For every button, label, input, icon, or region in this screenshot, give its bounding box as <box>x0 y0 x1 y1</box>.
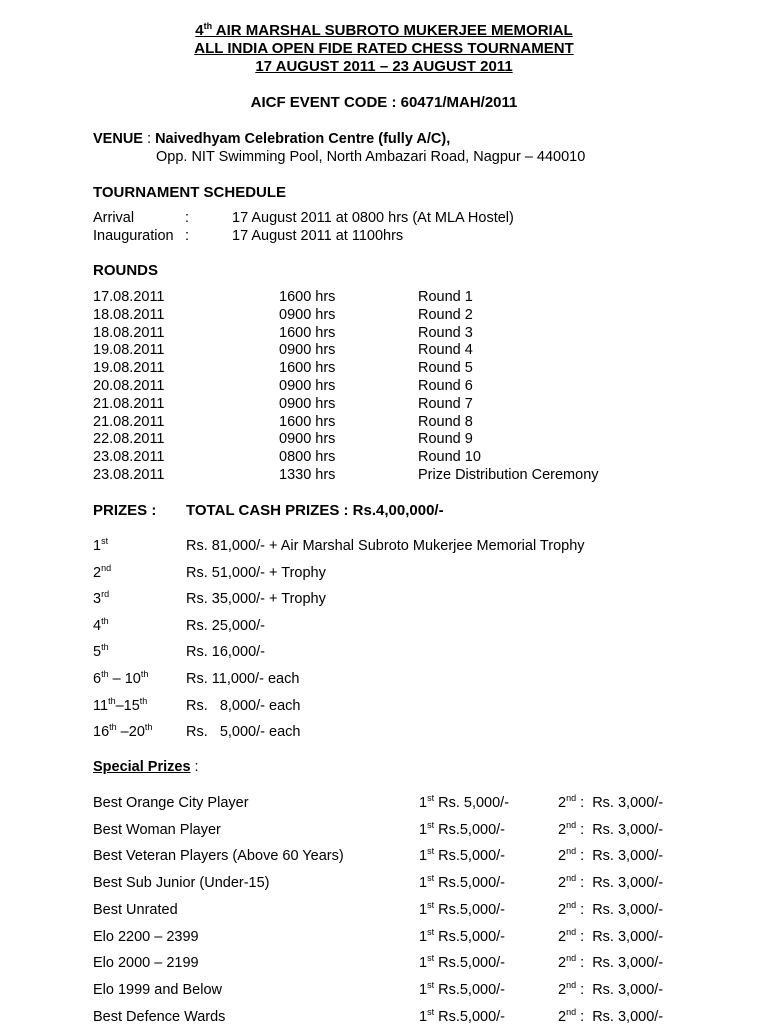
round-row <box>93 377 473 395</box>
round-time: 0900 hrs <box>279 378 336 394</box>
special-second-prize: 2nd : Rs. 3,000/- <box>558 846 664 865</box>
special-prize-row <box>93 874 663 892</box>
prize-row <box>93 643 265 661</box>
round-date: 17.08.2011 <box>93 289 165 305</box>
prize-amount: Rs. 81,000/- + Air Marshal Subroto Mukerjee Memorial Trophy <box>186 538 585 554</box>
prize-row <box>93 670 299 688</box>
round-event: Round 1 <box>418 289 473 305</box>
venue-address: Opp. NIT Swimming Pool, North Ambazari Road, Nagpur – 440010 <box>156 149 586 165</box>
prize-amount: Rs. 25,000/- <box>186 617 265 634</box>
prize-position: 6th – 10th <box>93 669 149 687</box>
round-event: Round 4 <box>418 342 473 359</box>
round-date: 23.08.2011 <box>93 467 165 483</box>
special-first-prize: 1st Rs.5,000/- <box>419 819 506 838</box>
schedule-row <box>93 209 514 227</box>
schedule-separator: : <box>185 210 190 226</box>
venue-block: VENUE : Naivedhyam Celebration Centre (fully A/C), Opp. NIT Swimming Pool, North Ambazari Road, Nagpur – 440010 <box>93 131 586 165</box>
special-second-prize: 2nd : Rs. 3,000/- <box>558 793 664 811</box>
round-time: 1600 hrs <box>279 289 336 305</box>
special-first-prize: 1st Rs.5,000/- <box>419 926 506 945</box>
prize-row <box>93 723 300 741</box>
special-prize-row <box>93 928 663 946</box>
title-line-2: ALL INDIA OPEN FIDE RATED CHESS TOURNAMENT <box>194 40 574 57</box>
special-prizes-heading: Special Prizes : <box>93 759 199 775</box>
venue-label: VENUE <box>93 131 143 147</box>
prizes-heading: PRIZES : TOTAL CASH PRIZES : Rs.4,00,000/- <box>93 502 444 519</box>
round-time: 1330 hrs <box>279 467 336 483</box>
special-prize-row <box>93 954 663 972</box>
prize-position: 1st <box>93 536 109 554</box>
schedule-row <box>93 227 403 245</box>
round-date: 19.08.2011 <box>93 342 165 359</box>
round-date: 22.08.2011 <box>93 431 165 448</box>
special-category: Best Unrated <box>93 901 178 918</box>
round-event: Round 8 <box>418 413 473 430</box>
special-second-prize: 2nd : Rs. 3,000/- <box>558 953 664 972</box>
round-event: Round 7 <box>418 395 473 412</box>
special-prize-row <box>93 901 663 919</box>
round-time: 0800 hrs <box>279 449 336 466</box>
round-event: Round 2 <box>418 306 473 323</box>
special-second-prize: 2nd : Rs. 3,000/- <box>558 899 664 918</box>
special-first-prize: 1st Rs. 5,000/- <box>419 793 510 811</box>
round-row <box>93 324 473 342</box>
round-row <box>93 395 473 413</box>
special-category: Best Veteran Players (Above 60 Years) <box>93 848 344 865</box>
round-date: 23.08.2011 <box>93 449 165 466</box>
special-category: Best Orange City Player <box>93 795 249 811</box>
venue-name: Naivedhyam Celebration Centre (fully A/C), <box>155 131 451 147</box>
round-row <box>93 288 473 306</box>
special-prize-row <box>93 1008 663 1026</box>
prize-position: 5th <box>93 642 109 661</box>
round-row <box>93 413 473 431</box>
special-category: Elo 2000 – 2199 <box>93 955 199 972</box>
round-row <box>93 306 473 324</box>
special-second-prize: 2nd : Rs. 3,000/- <box>558 873 664 892</box>
round-row <box>93 430 473 448</box>
prize-row <box>93 617 265 635</box>
schedule-value: 17 August 2011 at 1100hrs <box>232 228 404 244</box>
schedule-value: 17 August 2011 at 0800 hrs (At MLA Hostel) <box>232 210 514 226</box>
round-date: 18.08.2011 <box>93 306 165 323</box>
round-date: 19.08.2011 <box>93 360 165 377</box>
special-first-prize: 1st Rs.5,000/- <box>419 1006 506 1025</box>
title-line-3: 17 AUGUST 2011 – 23 AUGUST 2011 <box>255 58 513 75</box>
document-title <box>0 22 768 76</box>
round-row <box>93 359 473 377</box>
prize-position: 2nd <box>93 562 112 581</box>
round-time: 1600 hrs <box>279 360 336 377</box>
special-category: Best Sub Junior (Under-15) <box>93 875 270 892</box>
round-time: 0900 hrs <box>279 431 336 448</box>
special-first-prize: 1st Rs.5,000/- <box>419 980 506 998</box>
special-first-prize: 1st Rs.5,000/- <box>419 873 506 892</box>
special-category: Elo 2200 – 2399 <box>93 928 199 945</box>
round-event: Round 6 <box>418 378 473 394</box>
round-event: Round 10 <box>418 449 481 466</box>
special-category: Elo 1999 and Below <box>93 981 222 998</box>
prize-amount: Rs. 35,000/- + Trophy <box>186 591 326 608</box>
special-second-prize: 2nd : Rs. 3,000/- <box>558 980 664 998</box>
special-first-prize: 1st Rs.5,000/- <box>419 953 506 972</box>
round-date: 18.08.2011 <box>93 324 165 341</box>
special-category: Best Woman Player <box>93 821 221 838</box>
round-time: 0900 hrs <box>279 306 336 323</box>
round-event: Prize Distribution Ceremony <box>418 467 599 483</box>
round-date: 21.08.2011 <box>93 395 165 412</box>
prize-row <box>93 537 585 555</box>
schedule-separator: : <box>185 228 190 244</box>
prize-row <box>93 590 326 608</box>
schedule-heading: TOURNAMENT SCHEDULE <box>93 184 287 201</box>
prize-row <box>93 697 300 715</box>
prize-position: 11th–15th <box>93 695 148 714</box>
round-date: 20.08.2011 <box>93 378 165 394</box>
special-prize-row <box>93 794 663 812</box>
special-first-prize: 1st Rs.5,000/- <box>419 899 506 918</box>
special-category: Best Defence Wards <box>93 1008 226 1025</box>
special-second-prize: 2nd : Rs. 3,000/- <box>558 1006 664 1025</box>
total-cash-prizes: TOTAL CASH PRIZES : Rs.4,00,000/- <box>186 502 444 519</box>
special-prize-row <box>93 821 663 839</box>
round-row <box>93 341 473 359</box>
round-row <box>93 448 481 466</box>
special-prize-row <box>93 981 663 999</box>
round-event: Round 9 <box>418 431 473 448</box>
prize-amount: Rs. 51,000/- + Trophy <box>186 564 326 581</box>
prize-amount: Rs. 8,000/- each <box>186 697 301 714</box>
round-date: 21.08.2011 <box>93 413 165 430</box>
prize-amount: Rs. 11,000/- each <box>186 671 300 687</box>
rounds-heading: ROUNDS <box>93 262 159 279</box>
special-second-prize: 2nd : Rs. 3,000/- <box>558 926 664 945</box>
round-row <box>93 466 599 484</box>
title-line-1: 4th AIR MARSHAL SUBROTO MUKERJEE MEMORIAL <box>195 21 573 39</box>
prize-position: 4th <box>93 615 109 634</box>
round-time: 0900 hrs <box>279 342 336 359</box>
prize-position: 16th –20th <box>93 722 153 741</box>
prize-amount: Rs. 5,000/- each <box>186 724 301 741</box>
event-code: AICF EVENT CODE : 60471/MAH/2011 <box>250 94 518 111</box>
round-event: Round 3 <box>418 324 473 341</box>
special-second-prize: 2nd : Rs. 3,000/- <box>558 819 664 838</box>
special-first-prize: 1st Rs.5,000/- <box>419 846 506 865</box>
round-event: Round 5 <box>418 360 473 377</box>
schedule-label: Inauguration <box>93 228 174 244</box>
round-time: 1600 hrs <box>279 324 336 341</box>
round-time: 0900 hrs <box>279 395 336 412</box>
round-time: 1600 hrs <box>279 413 336 430</box>
special-prize-row <box>93 847 663 865</box>
prize-position: 3rd <box>93 589 110 608</box>
prize-row <box>93 564 326 582</box>
prize-amount: Rs. 16,000/- <box>186 644 265 661</box>
schedule-label: Arrival <box>93 210 135 226</box>
